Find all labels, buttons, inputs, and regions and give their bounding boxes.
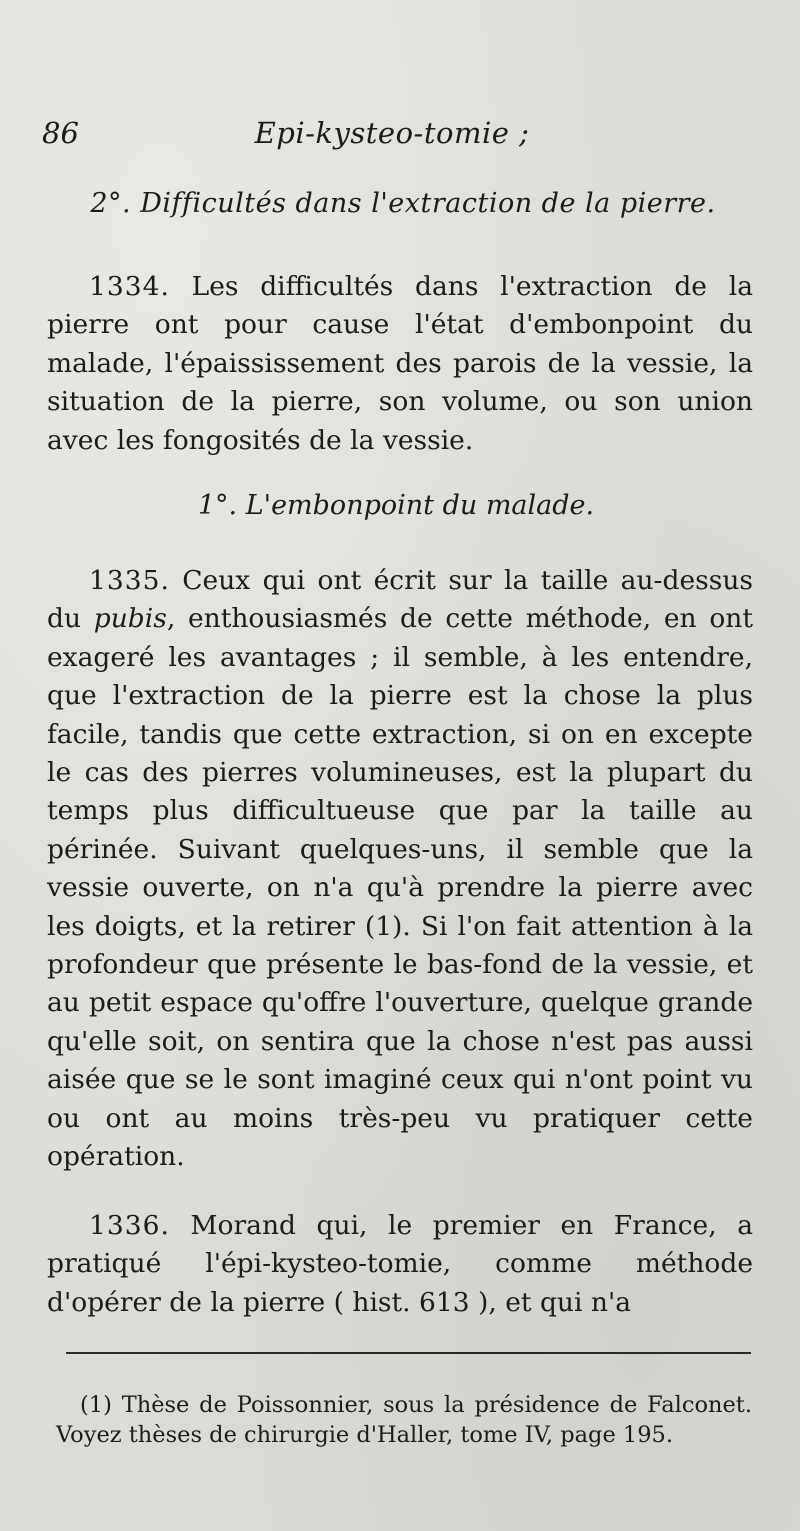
paragraph-number: 1335. — [89, 565, 170, 596]
page-number: 86 — [42, 116, 79, 150]
paragraph-text-continued: , enthousiasmés de cette méthode, en ont exageré les avantages ; il semble, à les entendre, que l'extraction de la pierre est la chose la plus facile, tandis que cette extraction, si on en excepte le cas des pierres volumineuses, est la plupart du temps plus difficultueuse que par la taille au périnée. Suivant quelques-uns, il semble que la vessie ouverte, on n'a qu'à prendre la pierre avec les doigts, et la retirer (1). Si l'on fait attention à la profondeur que présente le bas-fond de la vessie, et au petit espace qu'offre l'ouverture, quelque grande qu'elle soit, on sentira que la chose n'est pas aussi aisée que se le sont imaginé ceux qui n'ont point vu ou ont au moins très-peu vu pratiquer cette opération. — [47, 603, 753, 1173]
paragraph-1335 — [47, 562, 753, 1177]
paragraph-text: Les difficultés dans l'extraction de la pierre ont pour cause l'état d'embonpoint du malade, l'épaississement des parois de la vessie, la situation de la pierre, son volume, ou son union avec les fongosités de la vessie. — [47, 271, 753, 456]
section-heading: 2°. Difficultés dans l'extraction de la pierre. — [90, 188, 716, 219]
sub-heading: 1°. L'embonpoint du malade. — [197, 490, 595, 521]
paragraph-1334 — [47, 268, 753, 460]
paragraph-number: 1336. — [89, 1210, 170, 1241]
footnote-rule — [66, 1352, 751, 1354]
italic-term: pubis — [93, 603, 167, 635]
page-header — [42, 116, 742, 160]
paragraph-text: Morand qui, le premier en France, a pratiqué l'épi-kysteo-tomie, comme méthode d'opérer de la pierre ( hist. 613 ), et qui n'a — [47, 1210, 753, 1318]
running-title: Epi-kysteo-tomie ; — [254, 116, 530, 150]
paragraph-1336 — [47, 1207, 753, 1322]
footnote: (1) Thèse de Poissonnier, sous la présidence de Falconet. Voyez thèses de chirurgie d'Haller, tome IV, page 195. — [56, 1392, 752, 1448]
paragraph-text: Ceux qui ont écrit sur la taille au-dessus du — [47, 565, 753, 635]
paragraph-number: 1334. — [89, 271, 170, 302]
